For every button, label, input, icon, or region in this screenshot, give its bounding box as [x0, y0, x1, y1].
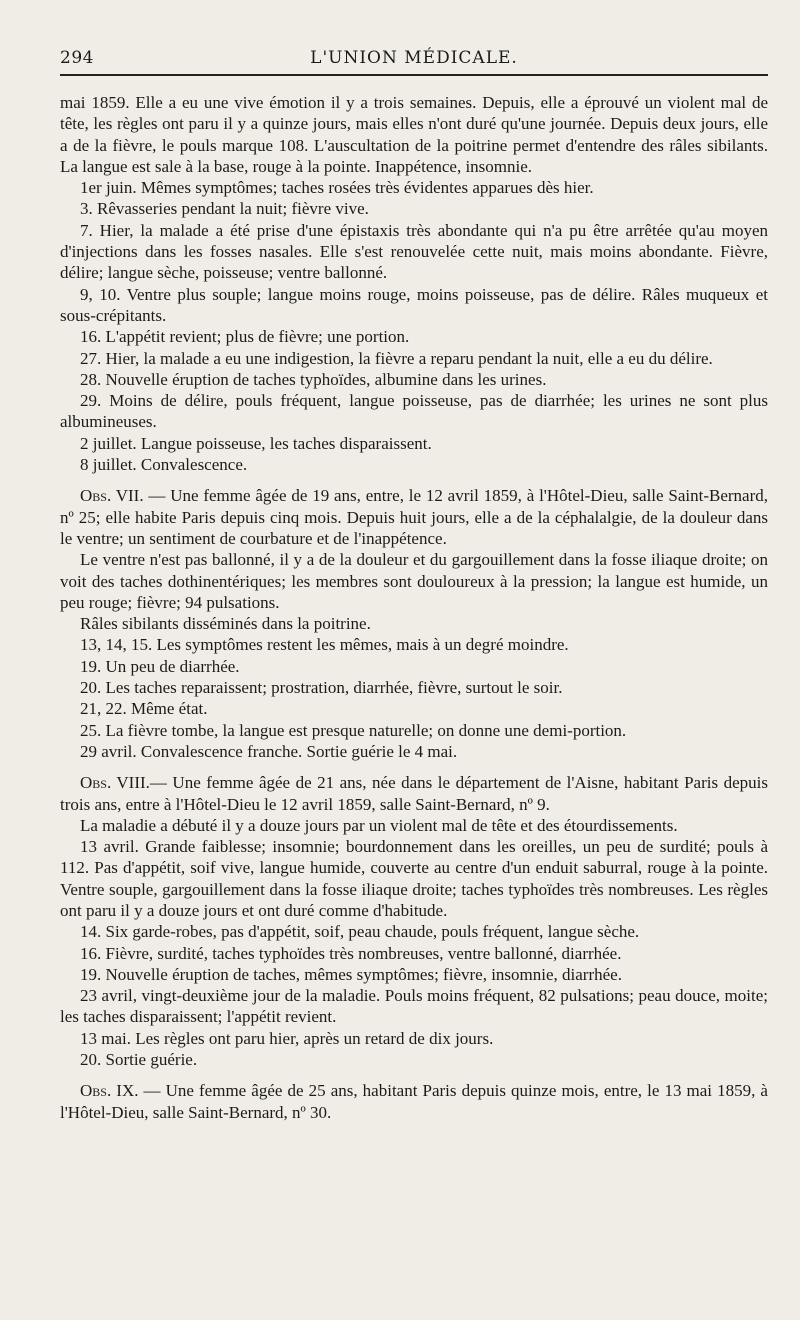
body-paragraph: 23 avril, vingt-deuxième jour de la maladie. Pouls moins fréquent, 82 pulsations; peau douce, moite; les taches disparaissent; l'appétit revient. [60, 986, 768, 1027]
body-paragraph: 29 avril. Convalescence franche. Sortie guérie le 4 mai. [80, 741, 458, 761]
body-paragraph: 28. Nouvelle éruption de taches typhoïdes, albumine dans les urines. [80, 369, 547, 389]
observation-paragraph [60, 1080, 768, 1123]
body-paragraph: La maladie a débuté il y a douze jours par un violent mal de tête et des étourdissements. [80, 815, 678, 835]
body-paragraph: 3. Rêvasseries pendant la nuit; fièvre vive. [80, 199, 369, 219]
body-paragraph: 7. Hier, la malade a été prise d'une épistaxis très abondante qui n'a pu être arrêtée qu'au moyen d'injections dans les fosses nasales. Elle s'est renouvelée cette nuit, mais moins abondante. Fièvre, délire; langue sèche, poisseuse; ventre ballonné. [60, 220, 768, 283]
body-paragraph: 16. Fièvre, surdité, taches typhoïdes très nombreuses, ventre ballonné, diarrhée. [80, 943, 622, 963]
body-paragraph: 13 mai. Les règles ont paru hier, après un retard de dix jours. [80, 1028, 494, 1048]
body-text [60, 92, 768, 1123]
body-paragraph: 21, 22. Même état. [80, 699, 208, 719]
body-paragraph: Le ventre n'est pas ballonné, il y a de la douleur et du gargouillement dans la fosse iliaque droite; on voit des taches dothinentériques; les membres sont douloureux à la pression; la langue est humide, un peu rouge; fièvre; 94 pulsations. [60, 550, 768, 612]
body-paragraph: 13 avril. Grande faiblesse; insomnie; bourdonnement dans les oreilles, un peu de surdité; pouls à 112. Pas d'appétit, soif vive, langue humide, couverte au centre d'un enduit saburral, rouge à la pointe. Ventre souple, gargouillement dans la fosse iliaque droite; taches typhoïdes très nombreuses. Les règles ont paru il y a douze jours et ont duré comme d'habitude. [60, 837, 768, 920]
body-paragraph: mai 1859. Elle a eu une vive émotion il y a trois semaines. Depuis, elle a éprouvé un violent mal de tête, les règles ont paru il y a quinze jours, mais elles n'ont duré qu'une journée. Depuis deux jours, elle a de la fièvre, le pouls marque 108. L'auscultation de la poitrine permet d'entendre des râles sibilants. La langue est sale à la base, rouge à la pointe. Inappétence, insomnie. [60, 93, 768, 176]
body-paragraph: 1er juin. Mêmes symptômes; taches rosées très évidentes apparues dès hier. [80, 178, 594, 198]
running-title: L'UNION MÉDICALE. [310, 48, 518, 68]
observation-paragraph [60, 485, 768, 549]
body-paragraph: 16. L'appétit revient; plus de fièvre; une portion. [80, 327, 410, 347]
body-paragraph: 14. Six garde-robes, pas d'appétit, soif, peau chaude, pouls fréquent, langue sèche. [80, 922, 640, 942]
body-paragraph: 20. Les taches reparaissent; prostration, diarrhée, fièvre, surtout le soir. [80, 678, 563, 698]
body-paragraph: 19. Nouvelle éruption de taches, mêmes symptômes; fièvre, insomnie, diarrhée. [80, 964, 622, 984]
body-paragraph: 19. Un peu de diarrhée. [80, 656, 240, 676]
observation-paragraph [60, 772, 768, 815]
page-header [60, 44, 768, 74]
body-paragraph: 13, 14, 15. Les symptômes restent les mêmes, mais à un degré moindre. [80, 635, 569, 655]
observation-label: Obs. VII. [80, 486, 144, 506]
body-paragraph: 27. Hier, la malade a eu une indigestion, la fièvre a reparu pendant la nuit, elle a eu du délire. [80, 348, 713, 368]
observation-label: Obs. IX. [80, 1081, 139, 1101]
body-paragraph: 25. La fièvre tombe, la langue est presque naturelle; on donne une demi-portion. [80, 720, 627, 740]
body-paragraph: 8 juillet. Convalescence. [80, 455, 248, 475]
body-paragraph: 9, 10. Ventre plus souple; langue moins rouge, moins poisseuse, pas de délire. Râles muqueux et sous-crépitants. [60, 284, 768, 325]
body-paragraph: 29. Moins de délire, pouls fréquent, langue poisseuse, pas de diarrhée; les urines ne sont plus albumineuses. [60, 391, 768, 432]
observation-text: — Une femme âgée de 21 ans, née dans le département de l'Aisne, habitant Paris depuis trois ans, entre à l'Hôtel-Dieu le 12 avril 1859, salle Saint-Bernard, nº 9. [60, 773, 768, 814]
header-rule [60, 74, 768, 76]
body-paragraph: Râles sibilants disséminés dans la poitrine. [80, 614, 371, 634]
observation-text: — Une femme âgée de 19 ans, entre, le 12 avril 1859, à l'Hôtel-Dieu, salle Saint-Bernard, nº 25; elle habite Paris depuis cinq mois. Depuis huit jours, elle a de la céphalalgie, de la douleur dans le ventre; un sentiment de courbature et de l'inappétence. [60, 486, 768, 548]
body-paragraph: 2 juillet. Langue poisseuse, les taches disparaissent. [80, 433, 432, 453]
observation-text: — Une femme âgée de 25 ans, habitant Paris depuis quinze mois, entre, le 13 mai 1859, à l'Hôtel-Dieu, salle Saint-Bernard, nº 30. [60, 1081, 768, 1122]
page-number: 294 [60, 48, 94, 68]
observation-label: Obs. VIII. [80, 773, 150, 793]
body-paragraph: 20. Sortie guérie. [80, 1050, 198, 1070]
